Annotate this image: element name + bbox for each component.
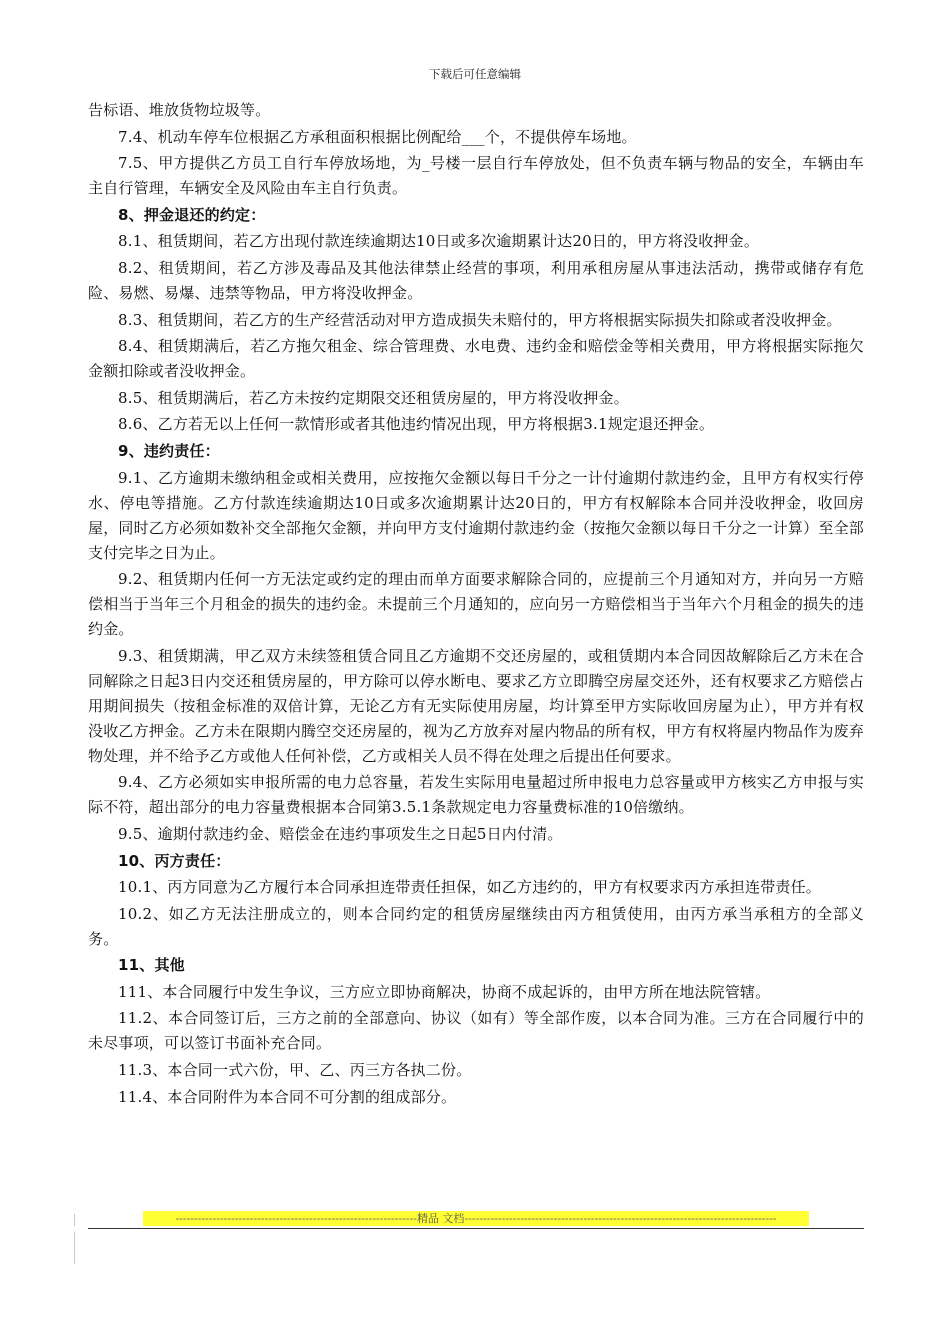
paragraph: 11.2、本合同签订后，三方之前的全部意向、协议（如有）等全部作废，以本合同为准。三方在合同履行中的未尽事项，可以签订书面补充合同。 (88, 1009, 864, 1053)
footer-label: 精品 文档 (416, 1212, 465, 1225)
paragraph: 11.4、本合同附件为本合同不可分割的组成部分。 (118, 1087, 457, 1106)
paragraph: 8.4、租赁期满后，若乙方拖欠租金、综合管理费、水电费、违约金和赔偿金等相关费用，甲方将根据实际拖欠金额扣除或者没收押金。 (88, 337, 864, 381)
paragraph: 8.3、租赁期间，若乙方的生产经营活动对甲方造成损失未赔付的，甲方将根据实际损失扣除或者没收押金。 (118, 310, 842, 329)
paragraph: 8.6、乙方若无以上任何一款情形或者其他违约情况出现，甲方将根据3.1规定退还押金。 (118, 415, 715, 434)
section-heading: 9、违约责任： (118, 441, 220, 460)
margin-mark (74, 1232, 75, 1264)
paragraph: 9.2、租赁期内任何一方无法定或约定的理由而单方面要求解除合同的，应提前三个月通知对方，并向另一方赔偿相当于当年三个月租金的损失的违约金。未提前三个月通知的，应向另一方赔偿相当于当年六个月租金的损失的违约金。 (88, 570, 864, 639)
paragraph: 9.5、逾期付款违约金、赔偿金在违约事项发生之日起5日内付清。 (118, 824, 563, 843)
section-heading: 11、其他 (118, 956, 185, 975)
section-heading: 10、丙方责任： (118, 851, 231, 870)
paragraph: 10.1、丙方同意为乙方履行本合同承担连带责任担保，如乙方违约的，甲方有权要求丙方承担连带责任。 (118, 878, 822, 897)
paragraph: 10.2、如乙方无法注册成立的，则本合同约定的租赁房屋继续由丙方租赁使用，由丙方承当承租方的全部义务。 (88, 904, 864, 948)
paragraph: 9.4、乙方必须如实申报所需的电力总容量，若发生实际用电量超过所申报电力总容量或甲方核实乙方申报与实际不符，超出部分的电力容量费根据本合同第3.5.1条款规定电力容量费标准的10倍缴纳。 (88, 773, 864, 817)
paragraph: 7.4、机动车停车位根据乙方承租面积根据比例配给___个，不提供停车场地。 (118, 127, 637, 146)
footer-dashes-right: ------------------------------------------------------------------------------------ (464, 1212, 777, 1225)
contract-body (88, 98, 864, 1111)
footer-rule (88, 1228, 864, 1229)
paragraph: 8.1、租赁期间，若乙方出现付款连续逾期达10日或多次逾期累计达20日的，甲方将没收押金。 (118, 232, 760, 251)
footer-dashes-left: ----------------------------------------------------------------- (175, 1212, 417, 1225)
header-note: 下载后可任意编辑 (429, 67, 521, 81)
footer-banner (143, 1211, 809, 1226)
paragraph: 9.3、租赁期满，甲乙双方未续签租赁合同且乙方逾期不交还房屋的，或租赁期内本合同因故解除后乙方未在合同解除之日起3日内交还租赁房屋的，甲方除可以停水断电、要求乙方立即腾空房屋交还外，还有权要求乙方赔偿占用期间损失（按租金标准的双倍计算，无论乙方有无实际使用房屋，均计算至甲方实际收回房屋为止），甲方并有权没收乙方押金。乙方未在限期内腾空交还房屋的，视为乙方放弃对屋内物品的所有权，甲方有权将屋内物品作为废弃物处理，并不给予乙方或他人任何补偿，乙方或相关人员不得在处理之后提出任何要求。 (88, 646, 864, 765)
margin-mark (74, 1214, 75, 1226)
paragraph: 11.3、本合同一式六份，甲、乙、丙三方各执二份。 (118, 1061, 472, 1080)
paragraph: 111、本合同履行中发生争议，三方应立即协商解决，协商不成起诉的，由甲方所在地法院管辖。 (118, 982, 771, 1001)
paragraph: 7.5、甲方提供乙方员工自行车停放场地，为_号楼一层自行车停放处，但不负责车辆与物品的安全，车辆由车主自行管理，车辆安全及风险由车主自行负责。 (88, 154, 864, 198)
paragraph: 告标语、堆放货物垃圾等。 (88, 101, 271, 119)
paragraph: 8.2、租赁期间，若乙方涉及毒品及其他法律禁止经营的事项，利用承租房屋从事违法活动，携带或储存有危险、易燃、易爆、违禁等物品，甲方将没收押金。 (88, 258, 864, 302)
paragraph: 9.1、乙方逾期未缴纳租金或相关费用，应按拖欠金额以每日千分之一计付逾期付款违约金，且甲方有权实行停水、停电等措施。乙方付款连续逾期达10日或多次逾期累计达20日的，甲方有权解除本合同并没收押金，收回房屋，同时乙方必须如数补交全部拖欠金额，并向甲方支付逾期付款违约金（按拖欠金额以每日千分之一计算）至全部支付完毕之日为止。 (88, 468, 864, 562)
section-heading: 8、押金退还的约定： (118, 205, 266, 224)
paragraph: 8.5、租赁期满后，若乙方未按约定期限交还租赁房屋的，甲方将没收押金。 (118, 388, 629, 407)
